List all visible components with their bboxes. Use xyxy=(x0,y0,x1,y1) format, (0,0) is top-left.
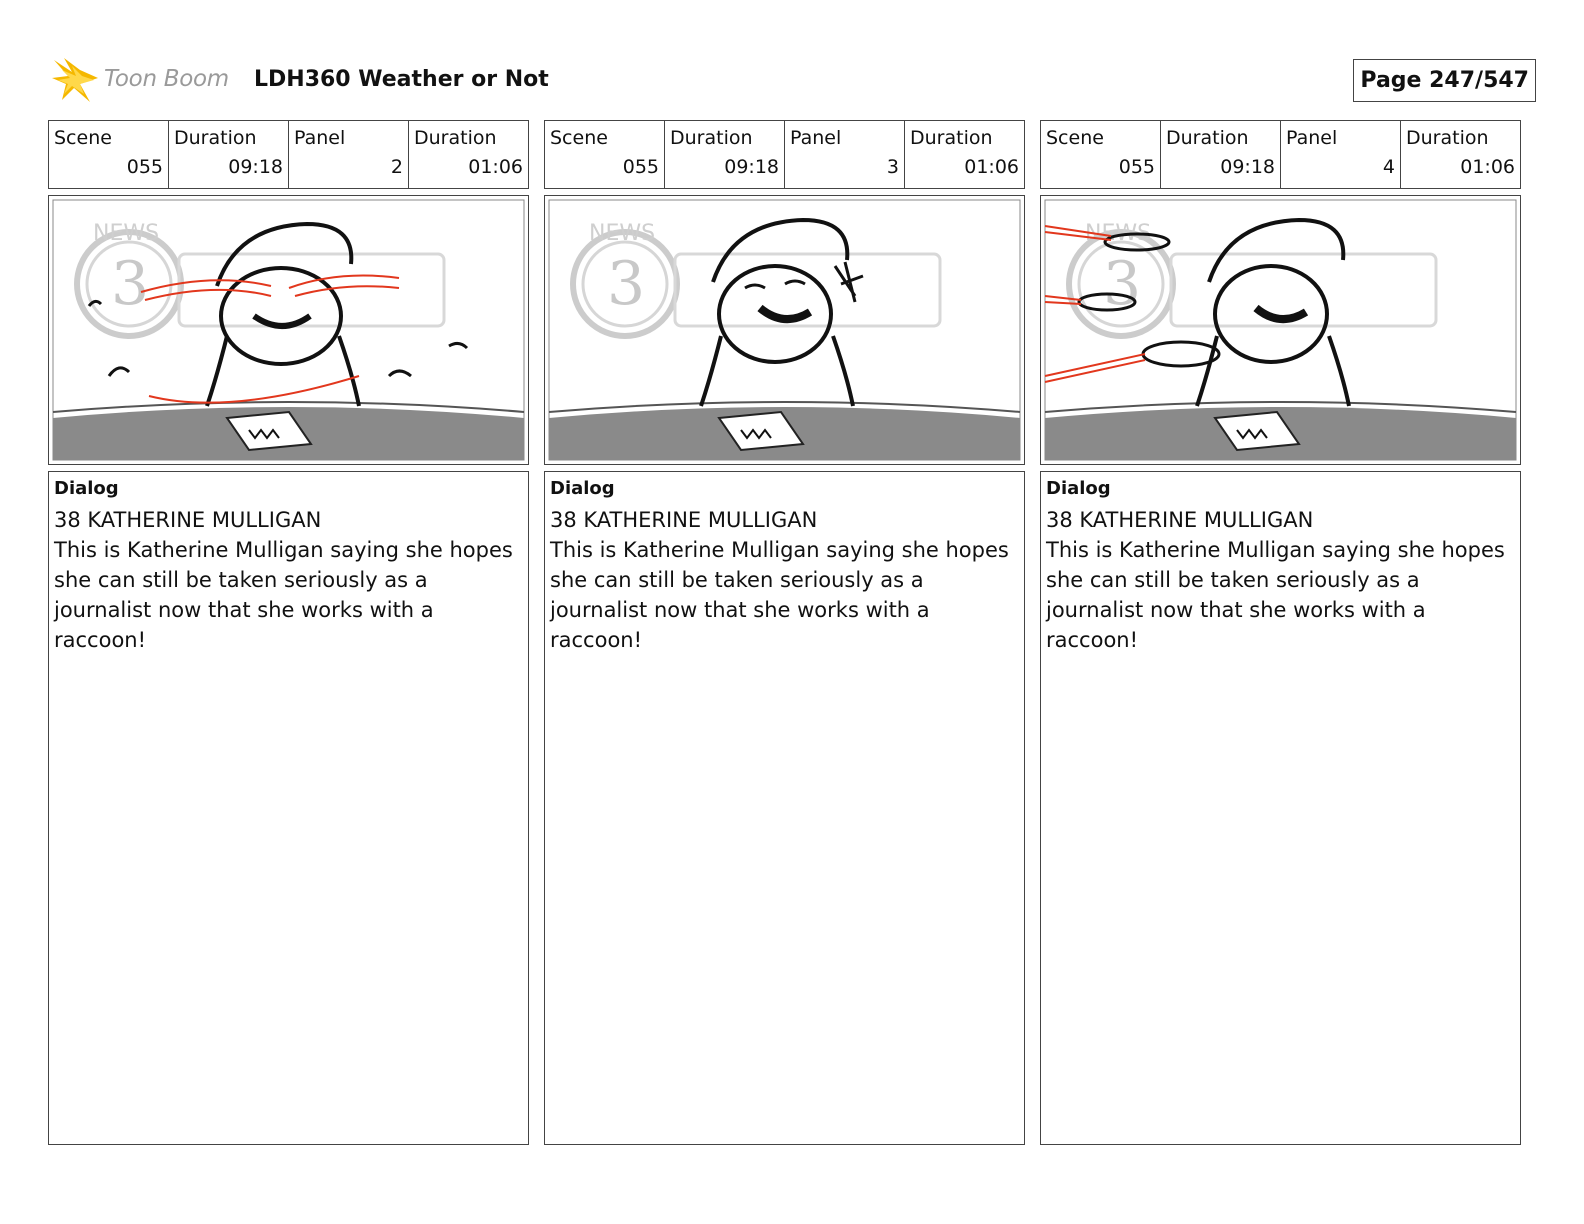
storyboard-frame xyxy=(48,195,529,465)
page-number: Page 247/547 xyxy=(1353,59,1536,102)
panel-number-cell xyxy=(289,121,409,188)
panel-number-cell xyxy=(1281,121,1401,188)
svg-text:NEWS: NEWS xyxy=(93,221,160,246)
scene-duration-value: 09:18 xyxy=(724,156,779,178)
panel-duration-cell xyxy=(905,121,1024,188)
storyboard-frame xyxy=(544,195,1025,465)
panel-duration-value: 01:06 xyxy=(468,156,523,178)
dialog-label: Dialog xyxy=(550,478,615,499)
panel-number-value: 4 xyxy=(1382,156,1395,178)
dialog-box xyxy=(544,471,1025,1145)
document-title: LDH360 Weather or Not xyxy=(254,67,549,92)
dialog-text: This is Katherine Mulligan saying she hopes she can still be taken seriously as a journalist now that she works with a raccoon! xyxy=(54,538,513,652)
scene-value: 055 xyxy=(622,156,659,178)
scene-duration-value: 09:18 xyxy=(228,156,283,178)
panel-number-label: Panel xyxy=(294,127,346,149)
svg-text:NEWS: NEWS xyxy=(589,221,656,246)
svg-text:NEWS: NEWS xyxy=(1085,221,1152,246)
panel-number-value: 2 xyxy=(390,156,403,178)
scene-cell xyxy=(1041,121,1161,188)
panel-number-label: Panel xyxy=(790,127,842,149)
page-header xyxy=(50,56,1536,106)
storyboard-panel xyxy=(544,120,1025,1145)
toon-boom-logo xyxy=(50,56,240,106)
storyboard-frame xyxy=(1040,195,1521,465)
dialog-label: Dialog xyxy=(1046,478,1111,499)
panel-duration-label: Duration xyxy=(910,127,993,149)
scene-duration-cell xyxy=(169,121,289,188)
dialog-text: This is Katherine Mulligan saying she hopes she can still be taken seriously as a journalist now that she works with a raccoon! xyxy=(550,538,1009,652)
panel-duration-label: Duration xyxy=(414,127,497,149)
dialog-speaker: 38 KATHERINE MULLIGAN xyxy=(54,508,322,532)
panel-info-table xyxy=(544,120,1025,189)
storyboard-sketch xyxy=(49,196,528,464)
panel-number-label: Panel xyxy=(1286,127,1338,149)
scene-cell xyxy=(49,121,169,188)
scene-duration-label: Duration xyxy=(1166,127,1249,149)
storyboard-sketch xyxy=(1041,196,1520,464)
svg-text:3: 3 xyxy=(111,249,150,319)
panel-number-value: 3 xyxy=(886,156,899,178)
storyboard-panel xyxy=(1040,120,1521,1145)
panel-duration-cell xyxy=(1401,121,1520,188)
scene-label: Scene xyxy=(54,127,112,149)
dialog-box xyxy=(48,471,529,1145)
panel-duration-cell xyxy=(409,121,528,188)
logo-text: Toon Boom xyxy=(104,66,229,92)
scene-value: 055 xyxy=(126,156,163,178)
dialog-box xyxy=(1040,471,1521,1145)
storyboard-panel xyxy=(48,120,529,1145)
panel-info-table xyxy=(48,120,529,189)
scene-cell xyxy=(545,121,665,188)
scene-duration-label: Duration xyxy=(174,127,257,149)
scene-duration-label: Duration xyxy=(670,127,753,149)
panel-duration-label: Duration xyxy=(1406,127,1489,149)
svg-text:3: 3 xyxy=(1103,249,1142,319)
dialog-text: This is Katherine Mulligan saying she hopes she can still be taken seriously as a journalist now that she works with a raccoon! xyxy=(1046,538,1505,652)
scene-label: Scene xyxy=(1046,127,1104,149)
panel-duration-value: 01:06 xyxy=(964,156,1019,178)
scene-value: 055 xyxy=(1118,156,1155,178)
panel-info-table xyxy=(1040,120,1521,189)
storyboard-sketch xyxy=(545,196,1024,464)
svg-text:3: 3 xyxy=(607,249,646,319)
dialog-label: Dialog xyxy=(54,478,119,499)
scene-duration-cell xyxy=(1161,121,1281,188)
scene-duration-cell xyxy=(665,121,785,188)
star-burst-icon xyxy=(50,56,106,106)
scene-duration-value: 09:18 xyxy=(1220,156,1275,178)
panel-number-cell xyxy=(785,121,905,188)
dialog-speaker: 38 KATHERINE MULLIGAN xyxy=(1046,508,1314,532)
scene-label: Scene xyxy=(550,127,608,149)
panel-duration-value: 01:06 xyxy=(1460,156,1515,178)
dialog-speaker: 38 KATHERINE MULLIGAN xyxy=(550,508,818,532)
